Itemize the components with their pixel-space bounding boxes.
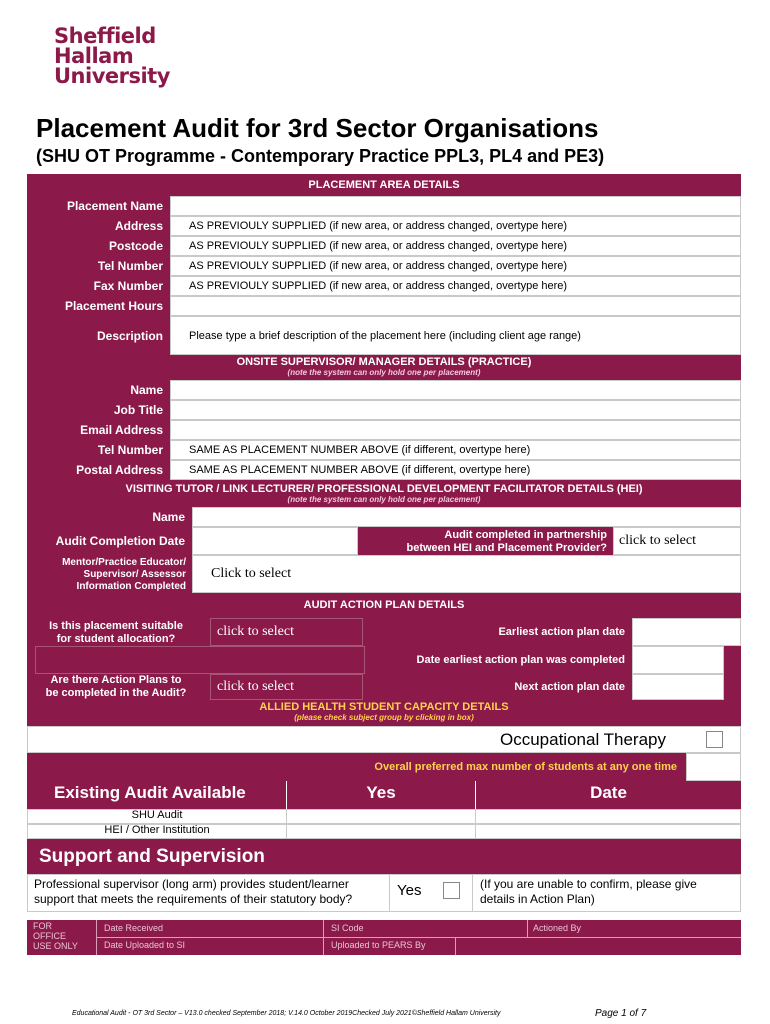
date-uploaded-label: Date Uploaded to SI <box>104 940 186 950</box>
shu-audit-yes-field[interactable] <box>286 809 476 824</box>
support-note-line-2: details in Action Plan) <box>480 892 595 906</box>
action-plans-select[interactable]: click to select <box>210 674 363 700</box>
support-question-line-1: Professional supervisor (long arm) provides student/learner <box>34 877 349 891</box>
subject-label: Occupational Therapy <box>500 730 667 749</box>
support-question <box>34 877 352 907</box>
action-plan-blank-cell <box>35 646 365 674</box>
page-subtitle: (SHU OT Programme - Contemporary Practice PPL3, PL4 and PE3) <box>36 146 605 166</box>
shu-audit-date-field[interactable] <box>475 809 741 824</box>
footer-text: Educational Audit - OT 3rd Sector – V13.0 checked September 2018; V.14.0 October 2019Checked July 2021©Sheffield Hallam University <box>72 1010 501 1017</box>
tel-number-field[interactable]: AS PREVIOULY SUPPLIED (if new area, or address changed, overtype here) <box>170 256 741 276</box>
next-action-plan-label: Next action plan date <box>363 674 632 700</box>
suitable-label <box>27 618 210 646</box>
postcode-field[interactable]: AS PREVIOULY SUPPLIED (if new area, or address changed, overtype here) <box>170 236 741 256</box>
action-plan-completed-label: Date earliest action plan was completed <box>365 646 632 674</box>
logo-line-3: University <box>54 64 170 88</box>
suitable-label-line-2: for student allocation? <box>56 633 176 645</box>
placement-hours-field[interactable] <box>170 296 741 316</box>
partnership-label-line-1: Audit completed in partnership <box>444 529 607 541</box>
university-logo <box>54 26 170 86</box>
supervisor-tel-label: Tel Number <box>27 440 170 460</box>
capacity-header-bar <box>27 700 741 726</box>
office-divider-3 <box>455 938 456 955</box>
earliest-action-plan-label: Earliest action plan date <box>363 618 632 646</box>
actioned-by-label: Actioned By <box>533 923 582 933</box>
fax-number-field[interactable]: AS PREVIOULY SUPPLIED (if new area, or address changed, overtype here) <box>170 276 741 296</box>
audit-completion-date-field[interactable] <box>192 527 358 555</box>
address-field[interactable]: AS PREVIOULY SUPPLIED (if new area, or address changed, overtype here) <box>170 216 741 236</box>
page-title: Placement Audit for 3rd Sector Organisations <box>36 113 599 143</box>
supervisor-name-label: Name <box>27 380 170 400</box>
audit-completion-date-label: Audit Completion Date <box>27 527 192 555</box>
action-plan-header: AUDIT ACTION PLAN DETAILS <box>27 593 741 618</box>
support-note <box>480 877 697 907</box>
max-students-label: Overall preferred max number of students at any one time <box>374 761 677 773</box>
placement-name-label: Placement Name <box>27 196 170 216</box>
office-divider-h <box>97 937 741 938</box>
mentor-label-line-2: Supervisor/ Assessor <box>83 569 186 580</box>
placement-hours-label: Placement Hours <box>27 296 170 316</box>
tutor-note: (note the system can only hold one per placement) <box>287 495 481 504</box>
mentor-info-label <box>27 555 192 593</box>
action-plan-completed-field[interactable] <box>632 646 724 674</box>
max-students-field[interactable] <box>686 753 741 781</box>
email-address-label: Email Address <box>27 420 170 440</box>
shu-audit-label: SHU Audit <box>131 809 183 821</box>
support-note-line-1: (If you are unable to confirm, please give <box>480 877 697 891</box>
tel-number-label: Tel Number <box>27 256 170 276</box>
supervisor-tel-field[interactable]: SAME AS PLACEMENT NUMBER ABOVE (if different, overtype here) <box>170 440 741 460</box>
support-divider-1 <box>389 874 390 912</box>
support-header: Support and Supervision <box>39 846 265 867</box>
action-plan-edge <box>724 646 741 674</box>
postal-address-label: Postal Address <box>27 460 170 480</box>
suitable-select[interactable]: click to select <box>210 618 363 646</box>
office-label-line-2: OFFICE <box>33 931 66 941</box>
action-plans-label <box>27 674 210 700</box>
existing-audit-yes-header: Yes <box>366 783 396 802</box>
uploaded-pears-label: Uploaded to PEARS By <box>331 940 426 950</box>
placement-name-field[interactable] <box>170 196 741 216</box>
partnership-select[interactable]: click to select <box>613 527 741 555</box>
supervisor-note: (note the system can only hold one per placement) <box>287 368 481 377</box>
suitable-label-line-1: Is this placement suitable <box>49 620 183 632</box>
earliest-action-plan-field[interactable] <box>632 618 741 646</box>
action-plans-label-line-1: Are there Action Plans to <box>50 674 182 686</box>
subject-checkbox[interactable] <box>706 731 723 748</box>
support-divider-2 <box>472 874 473 912</box>
next-action-plan-edge <box>724 674 741 700</box>
support-question-line-2: support that meets the requirements of their statutory body? <box>34 892 353 906</box>
email-address-field[interactable] <box>170 420 741 440</box>
office-divider-2 <box>323 920 324 955</box>
description-label: Description <box>27 316 170 355</box>
supervisor-header-bar <box>27 355 741 380</box>
capacity-header: ALLIED HEALTH STUDENT CAPACITY DETAILS <box>259 701 509 713</box>
action-plans-label-line-2: be completed in the Audit? <box>45 687 187 699</box>
office-divider-4 <box>527 920 528 937</box>
mentor-label-line-3: Information Completed <box>76 581 186 592</box>
postal-address-field[interactable]: SAME AS PLACEMENT NUMBER ABOVE (if different, overtype here) <box>170 460 741 480</box>
support-yes-checkbox[interactable] <box>443 882 460 899</box>
address-label: Address <box>27 216 170 236</box>
next-action-plan-field[interactable] <box>632 674 724 700</box>
hei-audit-yes-field[interactable] <box>286 824 476 839</box>
supervisor-name-field[interactable] <box>170 380 741 400</box>
logo-line-2: Hallam <box>54 44 134 68</box>
job-title-field[interactable] <box>170 400 741 420</box>
action-plan-spacer <box>27 646 35 674</box>
office-use-label <box>33 921 78 951</box>
job-title-label: Job Title <box>27 400 170 420</box>
mentor-info-select[interactable]: Click to select <box>192 555 741 593</box>
hei-audit-date-field[interactable] <box>475 824 741 839</box>
existing-audit-date-header: Date <box>590 783 627 802</box>
tutor-header-bar <box>27 480 741 507</box>
office-label-line-1: FOR <box>33 921 52 931</box>
tutor-name-field[interactable] <box>192 507 741 527</box>
partnership-label-line-2: between HEI and Placement Provider? <box>406 542 607 554</box>
date-received-label: Date Received <box>104 923 164 933</box>
hei-audit-label: HEI / Other Institution <box>104 824 210 836</box>
office-label-line-3: USE ONLY <box>33 941 78 951</box>
support-yes-label: Yes <box>397 882 422 899</box>
logo-line-1: Sheffield <box>54 24 156 48</box>
supervisor-header: ONSITE SUPERVISOR/ MANAGER DETAILS (PRACTICE) <box>236 356 532 368</box>
description-field[interactable]: Please type a brief description of the placement here (including client age range) <box>170 316 741 355</box>
fax-number-label: Fax Number <box>27 276 170 296</box>
tutor-header: VISITING TUTOR / LINK LECTURER/ PROFESSIONAL DEVELOPMENT FACILITATOR DETAILS (HEI) <box>125 483 643 495</box>
si-code-label: SI Code <box>331 923 364 933</box>
page-number: Page 1 of 7 <box>595 1008 647 1019</box>
tutor-name-label: Name <box>27 507 192 527</box>
mentor-label-line-1: Mentor/Practice Educator/ <box>62 557 186 568</box>
placement-area-header: PLACEMENT AREA DETAILS <box>27 174 741 196</box>
partnership-label <box>358 527 613 555</box>
postcode-label: Postcode <box>27 236 170 256</box>
existing-audit-label: Existing Audit Available <box>54 783 246 802</box>
capacity-note: (please check subject group by clicking in box) <box>294 713 474 722</box>
